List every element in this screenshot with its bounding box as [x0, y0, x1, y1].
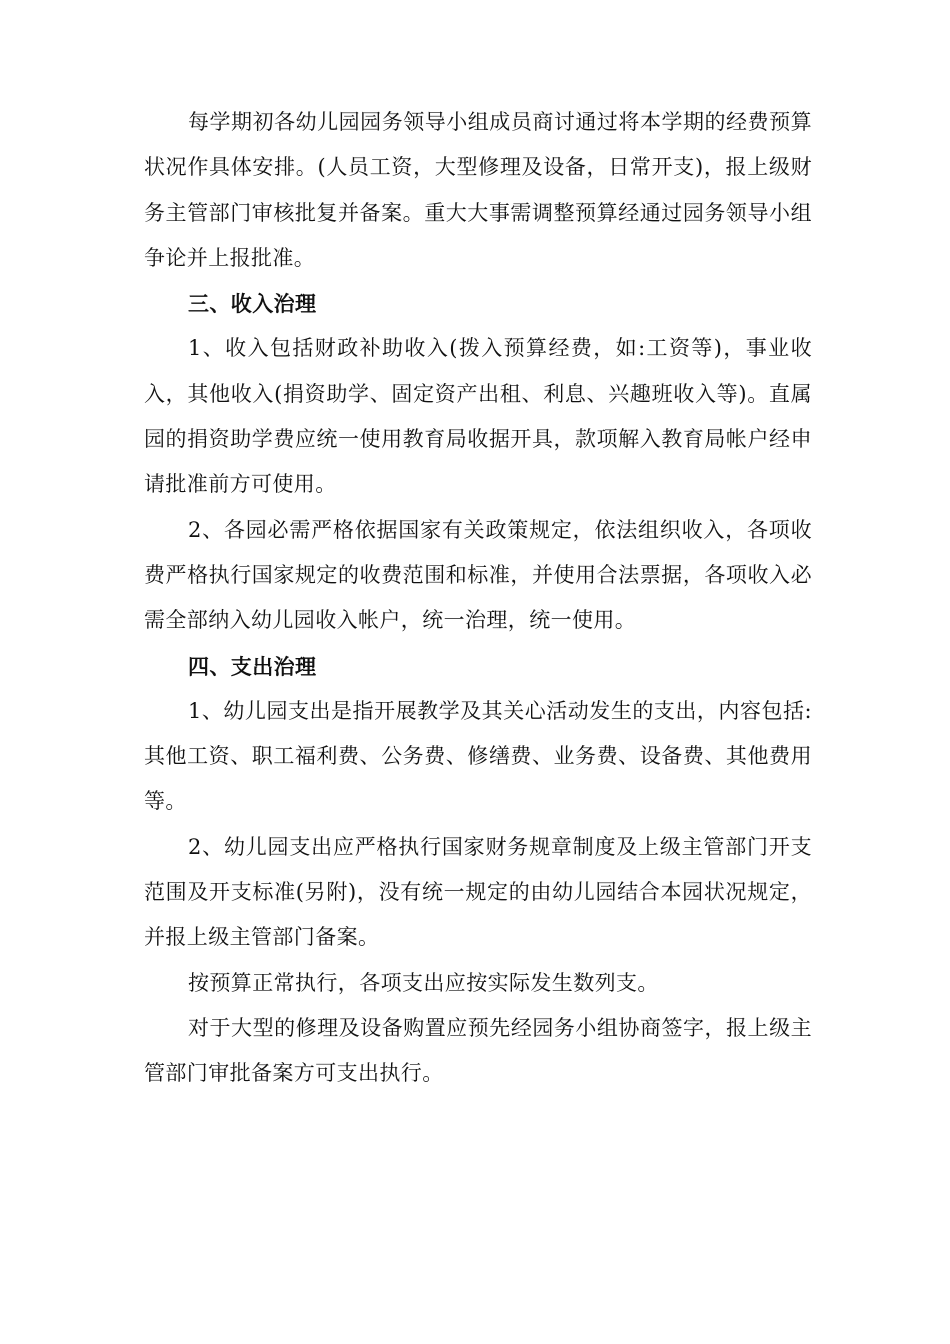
paragraph-income-rules: 2、各园必需严格依据国家有关政策规定，依法组织收入，各项收费严格执行国家规定的收费范围和标准，并使用合法票据，各项收入必需全部纳入幼儿园收入帐户，统一治理，统一使用。	[144, 517, 812, 633]
section-heading-expenditure: 四、支出治理	[188, 653, 317, 679]
section-heading-income: 三、收入治理	[188, 291, 317, 317]
paragraph-equipment-purchase: 对于大型的修理及设备购置应预先经园务小组协商签字，报上级主管部门审批备案方可支出执行。	[144, 1015, 812, 1086]
paragraph-income-scope: 1、收入包括财政补助收入(拨入预算经费，如:工资等)，事业收入，其他收入(捐资助学、固定资产出租、利息、兴趣班收入等)。直属园的捐资助学费应统一使用教育局收据开具，款项解入教育局帐户经申请批准前方可使用。	[144, 336, 812, 497]
paragraph-expenditure-scope: 1、幼儿园支出是指开展教学及其关心活动发生的支出，内容包括:其他工资、职工福利费、公务费、修缮费、业务费、设备费、其他费用等。	[144, 698, 812, 814]
paragraph-expenditure-rules: 2、幼儿园支出应严格执行国家财务规章制度及上级主管部门开支范围及开支标准(另附)，没有统一规定的由幼儿园结合本园状况规定，并报上级主管部门备案。	[144, 834, 812, 950]
paragraph-budget-arrangement: 每学期初各幼儿园园务领导小组成员商讨通过将本学期的经费预算状况作具体安排。(人员工资，大型修理及设备，日常开支)，报上级财务主管部门审核批复并备案。重大大事需调整预算经通过园务领导小组争论并上报批准。	[144, 110, 812, 270]
document-page	[144, 100, 812, 1097]
paragraph-budget-execution: 按预算正常执行，各项支出应按实际发生数列支。	[188, 970, 659, 995]
